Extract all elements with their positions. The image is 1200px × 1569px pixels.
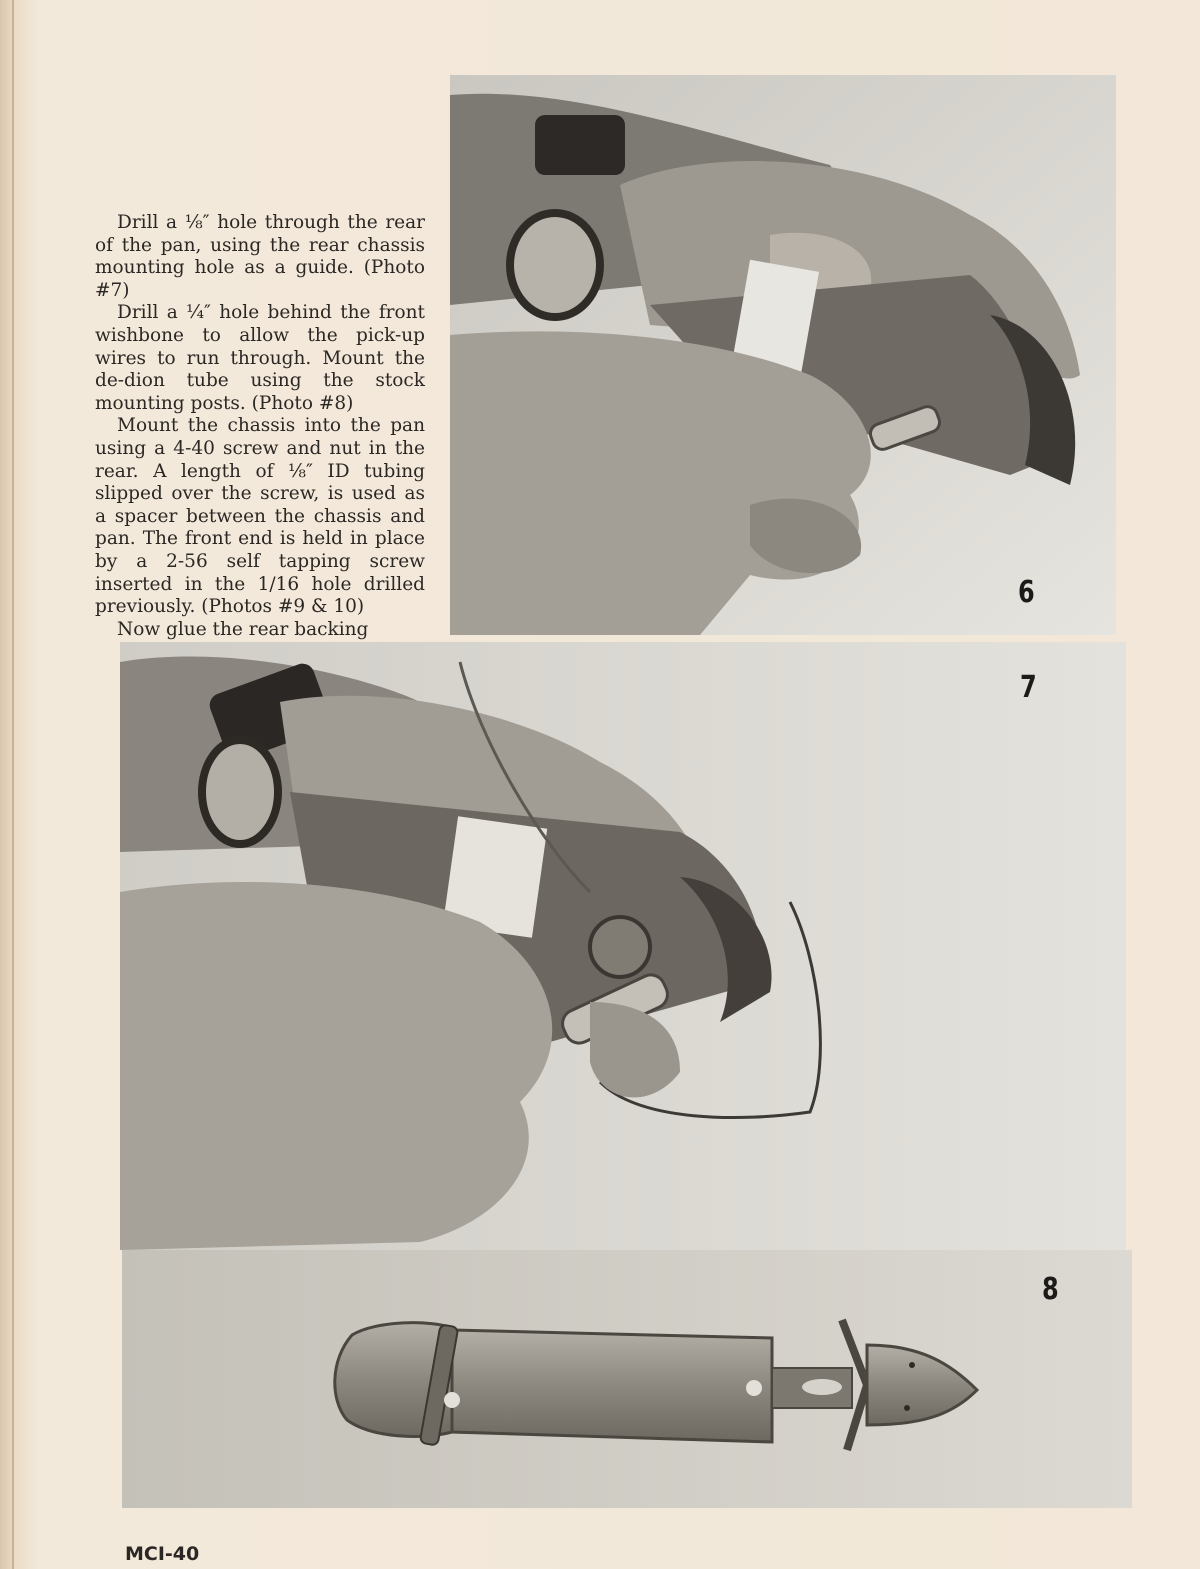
photo-8 [122, 1250, 1132, 1508]
photo-6 [450, 75, 1116, 635]
photo-7-image [120, 642, 1126, 1250]
photo-7-number: 7 [1020, 670, 1037, 705]
page-folio: MCI-40 [125, 1543, 200, 1565]
photo-8-number: 8 [1042, 1272, 1059, 1307]
paragraph-3: Mount the chassis into the pan using a 4-40 screw and nut in the rear. A length of ⅛″ ID tubing slipped over the screw, is used as a spacer between the chassis and pan. The front end is held in place by a 2-56 self tapping screw inserted in the 1/16 hole drilled previously. (Photos #9 & 10) [95, 415, 425, 618]
binding-edge [12, 0, 14, 1569]
photo-7 [120, 642, 1126, 1250]
paragraph-4: Now glue the rear backing [117, 618, 369, 640]
paragraph-1: Drill a ⅛″ hole through the rear of the pan, using the rear chassis mounting hole as a guide. (Photo #7) [95, 212, 425, 301]
paragraph-2: Drill a ¼″ hole behind the front wishbone to allow the pick-up wires to run through. Mount the de-dion tube using the stock mounting posts. (Photo #8) [95, 302, 425, 414]
photo-6-number: 6 [1018, 575, 1035, 610]
article-text [95, 212, 425, 641]
photo-6-image [450, 75, 1116, 635]
photo-8-image [122, 1250, 1132, 1508]
